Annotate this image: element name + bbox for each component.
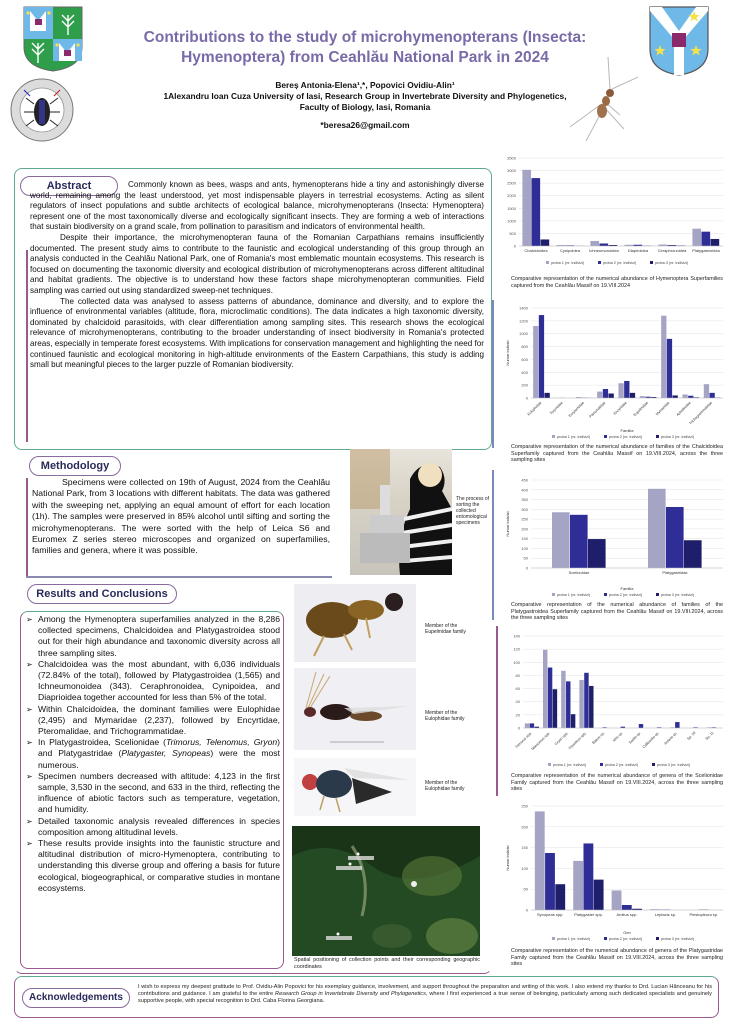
legend-label: proba 2 (nr. indivizi) [605,763,639,767]
x-tick-label: Baeus sp. [591,730,606,746]
x-axis-label: Gen [623,930,631,935]
y-tick-label: 60 [515,686,520,692]
legend-swatch [600,763,603,766]
bar [666,507,684,568]
city-coat-of-arms-logo [22,5,84,73]
x-tick-label: Platygastroidea [692,248,720,253]
right-column-line-1 [492,300,494,448]
result-bullet: ➢ These results provide insights into the faunistic structure and altitudinal distribution of micro-Hymenoptera, contributing to understanding this diverse group and offering a basis for future ecological, biogeographical, or comparative studies in montane ecosystems. [26,838,280,893]
bar [709,393,714,398]
x-tick-label: Leptacis sp. [654,912,677,917]
y-tick-label: 140 [513,633,520,639]
legend-swatch [604,937,607,940]
bar [539,315,544,398]
bar [566,681,570,728]
x-tick-label: Diaprioidea [627,248,649,253]
x-tick-label: Sp. 10 [686,730,697,742]
microscope-photo [350,449,452,575]
bar [609,394,614,399]
bar [675,722,679,728]
bar [711,239,720,246]
bar [570,515,588,568]
legend-label: proba 3 (nr. indivizi) [657,763,691,767]
specimen-photo-eulophidae-1 [294,668,416,750]
bar [545,853,555,910]
bar [522,170,531,246]
y-tick-label: 0 [525,565,528,571]
y-tick-label: 1500 [507,205,516,211]
legend-label: proba 2 (nr. indivizi) [603,261,637,265]
bar [673,395,678,398]
x-tick-label: Trichogrammatidae [688,400,714,426]
x-tick-label: Mymaridae [654,400,671,417]
legend-swatch [604,435,607,438]
results-bullet-list [26,614,280,894]
x-tick-label: Aphelinidae [675,400,692,417]
bar [573,861,583,910]
y-tick-label: 1200 [519,318,528,324]
wasp-illustration [560,55,650,145]
bar [531,178,540,246]
result-bullet: ➢ In Platygastroidea, Scelionidae (Trimorus, Telenomus, Gryon) and Platygastridae (Platygaster, Synopeas) were the most numerous. [26,737,280,770]
legend-swatch [552,435,555,438]
chart-scelionidae-genera [503,630,727,770]
y-tick-label: 100 [513,659,520,665]
y-tick-label: 40 [515,699,520,705]
x-tick-label: Gryon spp. [553,730,570,747]
y-tick-label: 200 [521,382,528,388]
bar [530,723,534,728]
chart-scelionidae-caption: Comparative representation of the numerical abundance of genera of the Scelionidae Family captured from the Ceahlău Massif on 19.VIII.2024, across the three sampling sites [511,773,723,793]
y-tick-label: 800 [521,344,528,350]
y-tick-label: 80 [515,672,520,678]
chart-platygastridae-genera [503,800,727,946]
y-tick-label: 3000 [507,168,516,174]
legend-label: proba 1 (nr. indivizi) [557,937,591,941]
y-tick-label: 250 [521,803,528,809]
abstract-heading: Abstract [20,176,118,196]
research-group-seal-logo [10,78,74,142]
y-tick-label: 150 [521,536,528,542]
bar [553,689,557,728]
methodology-border-bottom [26,576,332,578]
y-tick-label: 250 [521,516,528,522]
affiliation: 1Alexandru Ioan Cuza University of Iasi, Research Group in Invertebrate Diversity and Phylogenetics, Faculty of Biology, Iasi, Romania [163,91,567,112]
bar [541,239,550,246]
bar [630,393,635,398]
bar [555,884,565,910]
bar [588,539,606,568]
bar [548,668,552,728]
y-tick-label: 150 [521,845,528,851]
bar [684,540,702,568]
x-tick-label: Trissolcus spp. [567,730,588,751]
bar [603,389,608,398]
bar [552,512,570,568]
y-tick-label: 50 [523,555,528,561]
bar [624,381,629,398]
x-tick-label: Ceraphronoidea [657,248,687,253]
arrow-bullet-icon: ➢ [26,659,33,669]
y-axis-label: Numar indivizi [505,511,510,537]
x-tick-label: Cynipoidea [559,248,581,253]
legend-label: proba 1 (nr. indivizi) [557,435,591,439]
y-tick-label: 3500 [507,155,516,161]
bar [648,489,666,568]
legend-swatch [546,261,549,264]
x-tick-label: Telenomus spp. [530,730,551,752]
bar [525,723,529,728]
x-tick-label: Synopeas spp. [536,912,564,917]
methodology-heading: Methodology [29,456,121,476]
legend-label: proba 3 (nr. indivizi) [661,593,695,597]
chart-superfamilies-caption: Comparative representation of the numerical abundance of Hymenoptera Superfamilies captured from the Ceahlău Massif on 19.VIII.2024 [511,276,723,289]
legend-label: proba 1 (nr. indivizi) [553,763,587,767]
y-tick-label: 1000 [507,218,516,224]
x-tick-label: Piestopleura sp. [689,912,719,917]
x-tick-label: Platygaster spp. [574,912,603,917]
bar [594,880,604,910]
bar [704,384,709,398]
methodology-text: Specimens were collected on 19th of August, 2024 from the Ceahlău National Park, from 3 locations with different habitats. The data was gathered with the sweeping net, applying an equal amount of effort for each location (1h). The samples were preserved in 85% alcohol until sifting and sorting the microhymenopterans. The were sorted with the help of Leica S6 and Euromex Z series stereo microscopes and organized on superfamilies, families and genera, where it was possible. [32,477,330,556]
legend-label: proba 2 (nr. indivizi) [609,435,643,439]
bar [589,686,593,728]
x-tick-label: Chalcidoidea [524,248,548,253]
bar [584,673,588,728]
legend-swatch [598,261,601,264]
bar [571,714,575,728]
right-column-line-2 [492,470,494,620]
y-tick-label: 1400 [519,305,528,311]
y-tick-label: 0 [525,395,528,401]
x-tick-label: Calliscelio sp. [641,730,661,750]
abstract-paragraph-1: Commonly known as bees, wasps and ants, hymenopterans hide a tiny and astonishingly diverse world, remaining among the least understood, yet most indispensable players in terrestrial ecosystems. Acting as silent regulators of insect populations and subtle architects of ecological balance, microhymenopterans (Insecta: Hymenoptera) represent one of the most taxonomically diverse and ecologically significant insects. They are forming a web of interactions that sustain biodiversity on a grand scale, from pollination to parasitism and indicators of environmental health. [30,180,484,232]
x-axis-label: Familia [620,586,634,591]
x-tick-label: Sp. 11 [704,730,715,741]
specimen-caption-1: Member of the Eupelmidae family [425,623,466,635]
legend-swatch [604,593,607,596]
y-tick-label: 600 [521,356,528,362]
y-tick-label: 0 [525,907,528,913]
bar [597,392,602,398]
bar [682,394,687,398]
y-axis-label: Numar indivizi [505,845,510,871]
legend-label: proba 3 (nr. indivizi) [661,937,695,941]
authors-block [160,80,570,113]
x-tick-label: Scelio sp. [628,730,642,745]
chart-platygastroidea-caption: Comparative representation of the numerical abundance of families of the Platygastroidea Superfamily captured from the Ceahlău Massif on 19.VIII.2024, across the three sampling sites [511,602,723,622]
bar [701,232,710,246]
arrow-bullet-icon: ➢ [26,816,33,826]
bar [579,680,583,728]
x-tick-label: Amitus spp. [616,912,638,917]
arrow-bullet-icon: ➢ [26,839,33,849]
legend-label: proba 3 (nr. indivizi) [655,261,689,265]
x-tick-label: Platygastridae [662,570,688,575]
contact-email[interactable]: *beresa26@gmail.com [320,120,410,130]
bar [535,811,545,910]
bar [590,241,599,246]
y-tick-label: 200 [521,824,528,830]
x-tick-label: Eupelmidae [632,400,650,418]
legend-swatch [548,763,551,766]
y-tick-label: 200 [521,526,528,532]
methodology-border-left [26,478,28,578]
legend-swatch [656,593,659,596]
y-tick-label: 0 [517,725,520,731]
bar [661,316,666,398]
result-bullet: ➢ Chalcidoidea was the most abundant, with 6,036 individuals (72.84% of the total), followed by Platygastroidea (1,565) and Ichneumonoidea (343). Ceraphronoidea, Cynipoidea, and Diaprioidea together accounted for less than 5% of the total. [26,658,280,703]
poster-title: Contributions to the study of microhymenopterans (Insecta: Hymenoptera) from Ceahlău National Park in 2024 [143,29,587,66]
abstract-paragraph-3: The collected data was analysed to assess patterns of abundance, dominance and diversity, and to explore the influence of environmental variables (altitude, flora, microclimatic conditions). The data indicates a high taxonomic diversity, dominated by chalcidoid parasitoids, with clear differentiation among sampling sites. This research shows the ecological relevance of microhymenopterans, contributing to the broader understanding of insect biodiversity in Romania's protected areas, especially in temperate forest ecosystems. With implications for conservation management and highlighting the need for continued faunistic and ecological monitoring in high-altitude environments of the Eastern Carpathians, this study is adding small but meaningful pieces to the larger puzzle of Romanian biodiversity. [30,296,484,370]
specimen-caption-3: Member of the Eulophidae family [425,780,465,792]
chart-platygastroidea-families [503,474,727,600]
x-tick-label: Ichneumonoidea [589,248,619,253]
abstract-body [30,180,484,371]
microscope-photo-caption: The process of sorting the collected entomological specimens [456,496,490,526]
result-bullet: ➢ Specimen numbers decreased with altitude: 4,123 in the first sample, 3,530 in the second, and 633 in the third, reflecting the influence of abiotic factors such as temperature, vegetation, and humidity. [26,770,280,815]
x-tick-label: Torymidae [549,400,564,416]
arrow-bullet-icon: ➢ [26,771,33,781]
abstract-inner-border [26,250,28,442]
x-tick-label: Eulophidae [526,400,543,417]
legend-swatch [652,763,655,766]
chart-chalcidoidea-caption: Comparative representation of the numerical abundance of families of the Chalcidoidea Superfamily captured from the Ceahlău Massif on 19.VIII.2024, across the three sampling sites [511,444,723,464]
bar [618,383,623,398]
legend-label: proba 1 (nr. indivizi) [557,593,591,597]
y-tick-label: 100 [521,865,528,871]
legend-label: proba 1 (nr. indivizi) [551,261,585,265]
legend-swatch [552,937,555,940]
bar [639,724,643,728]
university-coat-of-arms-logo [648,5,710,77]
specimen-photo-eulophidae-2 [294,758,416,816]
acknowledgements-heading: Acknowledgements [22,988,130,1008]
legend-swatch [650,261,653,264]
y-tick-label: 2500 [507,180,516,186]
x-tick-label: Trimorus spp. [514,730,533,750]
right-column-line-3 [496,626,498,796]
y-tick-label: 300 [521,506,528,512]
x-axis-label: Familia [620,428,634,433]
result-bullet: ➢ Within Chalcidoidea, the dominant families were Eulophidae (2,495) and Mymaridae (2,237), followed by Encyrtidae, Pteromalidae, and Trichogrammatidae. [26,703,280,737]
bar [545,393,550,398]
result-bullet: ➢ Detailed taxonomic analysis revealed differences in species composition among altitudinal levels. [26,815,280,837]
legend-swatch [552,593,555,596]
y-tick-label: 500 [509,230,516,236]
x-tick-label: Idris sp. [611,730,624,743]
y-tick-label: 400 [521,369,528,375]
bar [583,843,593,910]
result-bullet: ➢ Among the Hymenoptera superfamilies analyzed in the 8,286 collected specimens, Chalcidoidea and Platygastroidea stood out for their high abundance and taxonomic diversity across all three sampling sites. [26,614,280,658]
y-tick-label: 1000 [519,331,528,337]
bar [622,905,632,910]
y-tick-label: 0 [513,243,516,249]
abstract-paragraph-2: Despite their importance, the microhymenopteran fauna of the Romanian Carpathians remains insufficiently documented. The present study aims to contribute to the faunistic and ecological understanding of this group through an analysis conducted in the Ceahlău National Park, one of Romania's most emblematic mountain ecosystems. This research is focused on documenting the taxonomic diversity and ecological distribution of microhymenopterans across different altitudinal and habitat gradients. The objective is to understand how these factors shape microhymenopteran communities. Field sampling was carried out using standardized sweep-net techniques. [30,232,484,295]
legend-label: proba 2 (nr. indivizi) [609,593,643,597]
bar [543,650,547,728]
legend-label: proba 2 (nr. indivizi) [609,937,643,941]
bar [533,326,538,398]
x-tick-label: Scelionidae [568,570,590,575]
bar [612,890,622,910]
legend-swatch [656,435,659,438]
acknowledgements-text: I wish to express my deepest gratitude to Prof. Ovidiu-Alin Popovici for his exemplary guidance, involvement, and support throughout the preparation and writing of this work. I also extend my thanks to Drd. Lucian Hănceanu for his contributions and guidance. I am grateful to the entire Research Group in Invertebrate Diversity and Phylogenetics, where I first experienced a true sense of belonging, particularly among such dedicated specialists and genuinely supportive people, with special recognition to Drd. Caba Florina Georgiana. [138,984,712,1005]
arrow-bullet-icon: ➢ [26,738,33,748]
y-tick-label: 450 [521,477,528,483]
x-tick-label: Pteromalidae [588,400,607,419]
bar [692,229,701,246]
arrow-bullet-icon: ➢ [26,615,33,624]
bar [561,671,565,728]
bar [667,339,672,398]
x-tick-label: Eurytomidae [567,400,586,418]
y-tick-label: 2000 [507,193,516,199]
results-heading: Results and Conclusions [27,584,177,604]
y-axis-label: Numar indivizi [505,340,510,366]
map-caption: Spatial positioning of collection points and their corresponding geographic coordinates [294,957,480,970]
chart-superfamilies [495,152,727,270]
chart-chalcidoidea-families [503,302,727,442]
y-tick-label: 50 [523,886,528,892]
x-tick-label: Anteris sp. [663,730,679,746]
authors: Bereș Antonia-Elena¹,*, Popovici Ovidiu-Alin¹ [275,80,455,90]
y-tick-label: 100 [521,545,528,551]
collection-sites-satellite-map [292,826,480,956]
y-tick-label: 120 [513,646,520,652]
chart-platygastridae-caption: Comparative representation of the numerical abundance of genera of the Platygastridae Family captured from the Ceahlău Massif on 19.VIII.2024, across the three sampling sites [511,948,723,968]
legend-label: proba 3 (nr. indivizi) [661,435,695,439]
legend-swatch [656,937,659,940]
y-tick-label: 350 [521,497,528,503]
bar [599,243,608,246]
x-tick-label: Encyrtidae [612,400,628,416]
specimen-caption-2: Member of the Eulophidae family [425,710,465,722]
bar [688,396,693,398]
arrow-bullet-icon: ➢ [26,704,33,714]
specimen-photo-eupelmidae [294,584,416,662]
y-tick-label: 400 [521,487,528,493]
y-tick-label: 20 [515,712,520,718]
